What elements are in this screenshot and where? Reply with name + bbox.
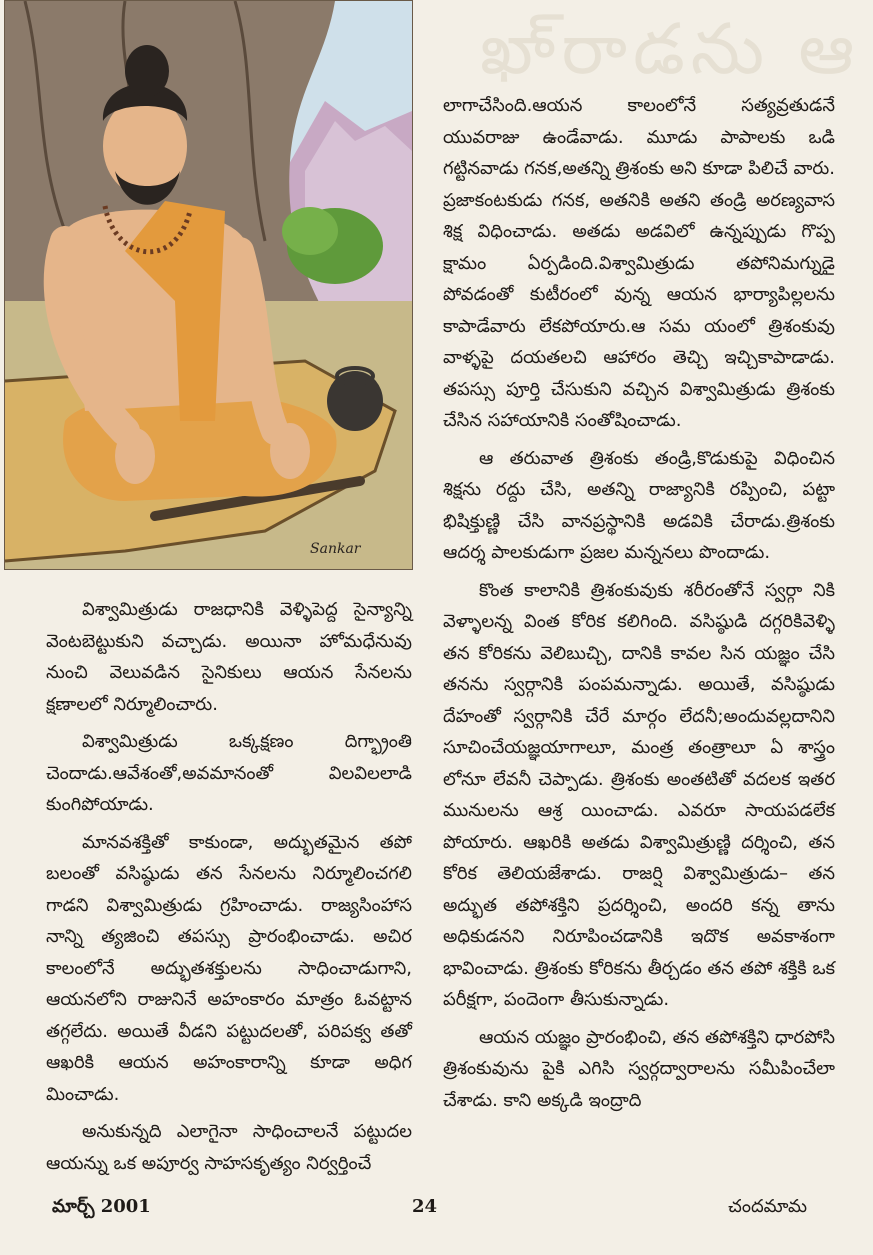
page-number: 24: [412, 1196, 438, 1217]
page-footer: [0, 1196, 873, 1226]
right-text-column: [443, 90, 835, 1122]
paragraph: లాగాచేసింది.ఆయన కాలంలోనే సత్యవ్రతుడనే యువరాజు ఉండేవాడు. మూడు పాపాలకు ఒడి గట్టినవాడు గనక,అతన్ని త్రిశంకు అని కూడా పిలిచే వారు. ప్రజాకంటకుడు గనక, అతనికి అతని తండ్రి అరణ్యవాస శిక్ష విధించాడు. అతడు అడవిలో ఉన్నప్పుడు గొప్ప క్షామం ఏర్పడింది.విశ్వామిత్రుడు తపోనిమగ్నుడై పోవడంతో కుటీరంలో వున్న ఆయన భార్యాపిల్లలను కాపాడేవారు లేకపోయారు.ఆ సమ యంలో త్రిశంకువు వాళ్ళపై దయతలచి ఆహారం తెచ్చి ఇచ్చికాపాడాడు. తపస్సు పూర్తి చేసుకుని వచ్చిన విశ్వామిత్రుడు త్రిశంకు చేసిన సహాయానికి సంతోషించాడు.: [443, 95, 835, 431]
paragraph: విశ్వామిత్రుడు రాజధానికి వెళ్ళిపెద్ద సైన్యాన్ని వెంటబెట్టుకుని వచ్చాడు. అయినా హోమధేనువు నుంచి వెలువడిన సైనికులు ఆయన సేనలను క్షణాలలో నిర్మూలించారు.: [46, 599, 412, 715]
paragraph: అనుకున్నది ఎలాగైనా సాధించాలనే పట్టుదల ఆయన్ను ఒక అపూర్వ సాహసకృత్యం నిర్వర్తించే: [46, 1121, 412, 1174]
illustration-artwork: [5, 1, 412, 569]
header-decoration: ఖా్రాడను ఆ: [480, 8, 861, 90]
paragraph: ఆయన యజ్ఞం ప్రారంభించి, తన తపోశక్తిని ధారపోసి త్రిశంకువును పైకి ఎగిసి స్వర్గద్వారాలను సమీపించేలా చేశాడు. కాని అక్కడి ఇంద్రాది: [443, 1026, 835, 1111]
magazine-name: చందమామ: [728, 1196, 807, 1217]
issue-date: మార్చ్ 2001: [52, 1196, 151, 1217]
paragraph: మానవశక్తితో కాకుండా, అద్భుతమైన తపో బలంతో వసిష్ఠుడు తన సేనలను నిర్మూలించగలి గాడని విశ్వామిత్రుడు గ్రహించాడు. రాజ్యసింహాస నాన్ని త్యజించి తపస్సు ప్రారంభించాడు. అచిర కాలంలోనే అద్భుతశక్తులను సాధించాడుగాని, ఆయనలోని రాజునినే అహంకారం మాత్రం ఓవట్టాన తగ్గలేదు. అయితే వీడని పట్టుదలతో, పరిపక్వ తతో ఆఖరికి ఆయన అహంకారాన్ని కూడా అధిగ మించాడు.: [46, 831, 412, 1105]
left-text-column: [46, 594, 412, 1185]
artist-signature: Sankar: [310, 541, 361, 557]
paragraph: కొంత కాలానికి త్రిశంకువుకు శరీరంతోనే స్వర్గా నికి వెళ్ళాలన్న వింత కోరిక కలిగింది. వసిష్ఠుడి దగ్గరికివెళ్ళి తన కోరికను వెలిబుచ్చి, దానికి కావల సిన యజ్ఞం చేసి తనను స్వర్గానికి పంపమన్నాడు. అయితే, వసిష్ఠుడు దేహంతో స్వర్గానికి చేరే మార్గం లేదనీ;అందువల్లదానిని సూచించేయజ్ఞయాగాలూ, మంత్ర తంత్రాలూ ఏ శాస్త్రం లోనూ లేవనీ చెప్పాడు. త్రిశంకు అంతటితో వదలక ఇతర మునులను ఆశ్ర యించాడు. ఎవరూ సాయపడలేక పోయారు. ఆఖరికి అతడు విశ్వామిత్రుణ్ణి దర్శించి, తన కోరిక తెలియజేశాడు. రాజర్షి విశ్వామిత్రుడు– తన అద్భుత తపోశక్తిని ప్రదర్శించి, అందరి కన్న తాను అధికుడనని నిరూపించడానికి ఇదొక అవకాశంగా భావించాడు. త్రిశంకు కోరికను తీర్చడం తన తపో శక్తికి ఒక పరీక్షగా, పందెంగా తీసుకున్నాడు.: [443, 579, 835, 1010]
paragraph: ఆ తరువాత త్రిశంకు తండ్రి,కొడుకుపై విధించిన శిక్షను రద్దు చేసి, అతన్ని రాజ్యానికి రప్పించి, పట్టా భిషిక్తుణ్ణి చేసి వానప్రస్థానికి అడవికి చేరాడు.త్రిశంకు ఆదర్శ పాలకుడుగా ప్రజల మన్ననలు పొందాడు.: [443, 447, 835, 563]
paragraph: విశ్వామిత్రుడు ఒక్కక్షణం దిగ్భ్రాంతి చెందాడు.ఆవేశంతో,అవమానంతో విలవిలలాడి కుంగిపోయాడు.: [46, 731, 412, 815]
sage-meditating-illustration: [4, 0, 413, 570]
